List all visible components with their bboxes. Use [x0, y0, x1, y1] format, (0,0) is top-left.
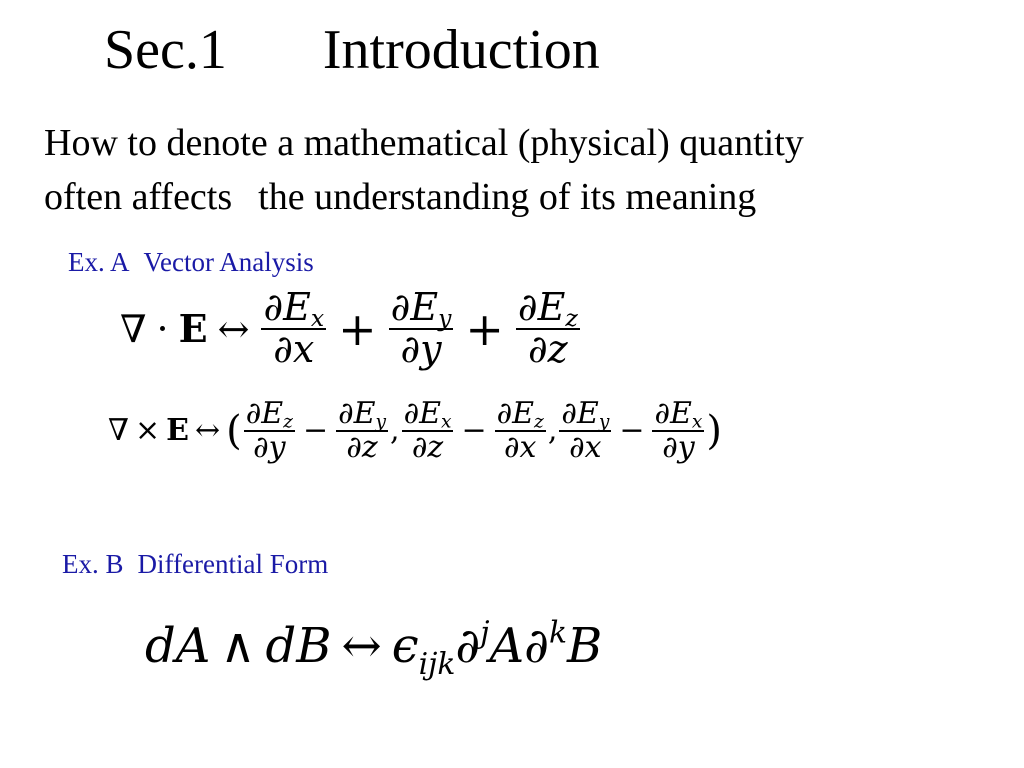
- subscript: z: [283, 411, 293, 433]
- fraction-denominator: ∂y: [253, 429, 286, 465]
- fraction-numerator: ∂E: [496, 396, 535, 431]
- example-b-tag: Ex. B: [62, 549, 124, 579]
- subscript: x: [310, 303, 325, 332]
- db-term: dB: [265, 618, 332, 674]
- fraction-dey-dy: [389, 285, 454, 371]
- fraction-numerator: ∂E: [263, 285, 311, 329]
- fraction-denominator: ∂z: [527, 326, 568, 371]
- partial-k: [524, 615, 568, 674]
- vector-e: E: [178, 306, 208, 352]
- comma: ,: [547, 413, 558, 448]
- fraction-dex-dy: [652, 398, 704, 463]
- fraction-numerator: ∂E: [561, 396, 599, 431]
- fraction-dex-dz: [402, 398, 454, 463]
- epsilon: ϵ: [391, 618, 419, 674]
- subscript: x: [440, 411, 452, 433]
- levi-civita-symbol: [391, 618, 456, 682]
- fraction-numerator: ∂E: [338, 396, 376, 431]
- superscript: k: [548, 615, 568, 651]
- fraction-denominator: ∂z: [346, 429, 378, 465]
- nabla-symbol: ∇: [120, 306, 147, 351]
- vector-e: E: [166, 413, 189, 448]
- minus-operator: −: [461, 413, 487, 448]
- a-term: A: [489, 618, 525, 674]
- fraction-dey-dz: [336, 398, 388, 463]
- fraction-dex-dx: [261, 285, 326, 371]
- fraction-denominator: ∂y: [400, 326, 442, 371]
- example-a-title: Vector Analysis: [143, 247, 314, 277]
- cross-operator: ×: [134, 413, 161, 448]
- example-b-title: Differential Form: [137, 549, 329, 579]
- plus-operator: +: [465, 301, 504, 356]
- fraction-dez-dy: [244, 398, 295, 463]
- curl-equation: [108, 398, 722, 463]
- divergence-equation: [120, 285, 582, 371]
- subscript: z: [534, 411, 544, 433]
- plus-operator: +: [338, 301, 377, 356]
- left-paren: (: [226, 407, 242, 454]
- intro-line-2-part-a: often affects: [44, 176, 233, 218]
- superscript: j: [480, 615, 490, 651]
- fraction-numerator: ∂E: [245, 396, 284, 431]
- partial-j: [455, 615, 490, 674]
- subscript: z: [565, 303, 578, 332]
- comma: ,: [390, 413, 400, 448]
- example-b-label: [62, 551, 328, 578]
- fraction-denominator: ∂x: [273, 326, 315, 371]
- intro-line-2-part-b: the understanding of its meaning: [258, 176, 757, 218]
- fraction-numerator: ∂E: [403, 396, 441, 431]
- fraction-dez-dz: [516, 285, 580, 371]
- fraction-numerator: ∂E: [390, 285, 439, 329]
- intro-line-2: [44, 170, 804, 224]
- section-number: Sec.1: [104, 19, 227, 81]
- nabla-symbol: ∇: [108, 413, 129, 448]
- intro-text: [44, 116, 804, 224]
- b-term: B: [567, 618, 603, 674]
- wedge-operator: ∧: [220, 618, 256, 674]
- section-title: Introduction: [322, 19, 600, 81]
- subscript: y: [438, 303, 452, 332]
- fraction-dez-dx: [495, 398, 546, 463]
- dot-operator: ·: [156, 306, 169, 351]
- correspondence-arrow: ↔: [217, 306, 250, 351]
- fraction-denominator: ∂y: [662, 429, 695, 465]
- right-paren: ): [706, 407, 722, 454]
- fraction-denominator: ∂x: [504, 429, 537, 465]
- correspondence-arrow: ↔: [194, 413, 221, 448]
- slide-title: [104, 19, 600, 81]
- minus-operator: −: [619, 413, 645, 448]
- differential-form-equation: [145, 615, 603, 682]
- subscript: x: [691, 411, 703, 433]
- subscript: y: [375, 411, 387, 433]
- fraction-denominator: ∂z: [411, 429, 444, 465]
- fraction-dey-dx: [559, 398, 611, 463]
- example-a-tag: Ex. A: [68, 247, 130, 277]
- fraction-numerator: ∂E: [654, 396, 692, 431]
- partial-symbol: ∂: [455, 618, 481, 674]
- subscript: y: [598, 411, 610, 433]
- fraction-numerator: ∂E: [517, 285, 566, 329]
- fraction-denominator: ∂x: [569, 429, 602, 465]
- correspondence-arrow: ↔: [341, 618, 382, 674]
- minus-operator: −: [302, 413, 329, 448]
- example-a-label: [68, 249, 314, 276]
- partial-symbol: ∂: [524, 618, 549, 674]
- epsilon-subscript: ijk: [418, 646, 456, 682]
- da-term: dA: [145, 618, 211, 674]
- intro-line-1: How to denote a mathematical (physical) quantity: [44, 122, 804, 164]
